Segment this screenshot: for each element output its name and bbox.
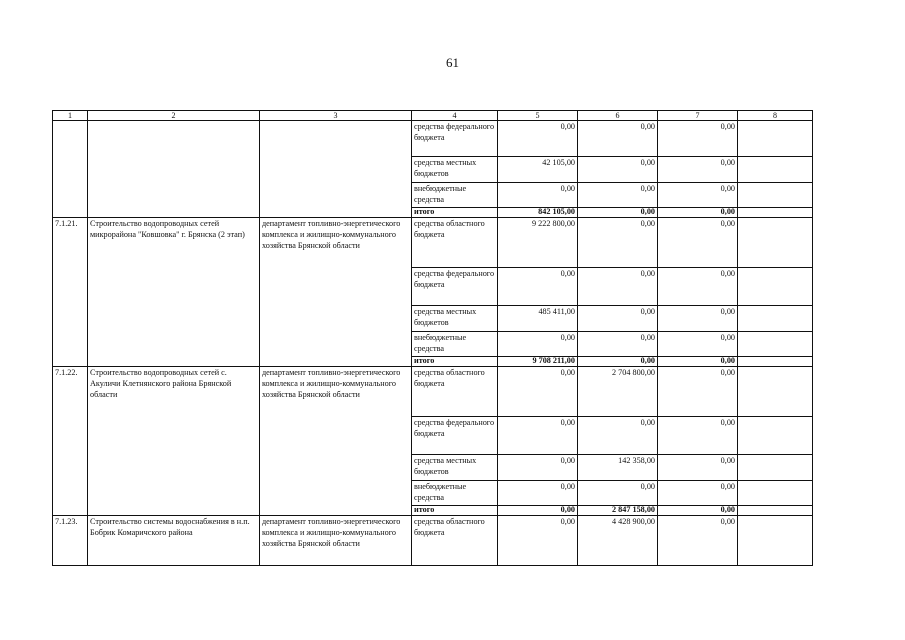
cell-col-5: 0,00 <box>498 455 578 481</box>
cell-col-8 <box>738 332 813 357</box>
cell-col-8 <box>738 417 813 455</box>
header-col-5: 5 <box>498 111 578 121</box>
cell-col-6: 0,00 <box>578 121 658 157</box>
cell-source: итого <box>412 208 498 218</box>
cell-source: средства областного бюджета <box>412 218 498 268</box>
cell-col-6: 142 358,00 <box>578 455 658 481</box>
cell-col-7: 0,00 <box>658 332 738 357</box>
cell-col-7: 0,00 <box>658 268 738 306</box>
cell-col-7: 0,00 <box>658 367 738 417</box>
cell-source: средства местных бюджетов <box>412 455 498 481</box>
cell-col-7: 0,00 <box>658 417 738 455</box>
cell-name: Строительство водопроводных сетей микрорайона "Ковшовка" г. Брянска (2 этап) <box>88 218 260 367</box>
cell-code: 7.1.21. <box>53 218 88 367</box>
cell-col-5: 0,00 <box>498 481 578 506</box>
cell-col-5: 0,00 <box>498 506 578 516</box>
cell-source: средства федерального бюджета <box>412 417 498 455</box>
cell-col-8 <box>738 306 813 332</box>
cell-col-8 <box>738 367 813 417</box>
cell-col-6: 0,00 <box>578 218 658 268</box>
cell-source: внебюджетные средства <box>412 481 498 506</box>
table-row <box>53 516 813 566</box>
cell-col-5: 9 708 211,00 <box>498 357 578 367</box>
cell-col-8 <box>738 506 813 516</box>
cell-col-6: 0,00 <box>578 481 658 506</box>
cell-col-8 <box>738 208 813 218</box>
cell-code: 7.1.23. <box>53 516 88 566</box>
table-body <box>53 121 813 566</box>
cell-col-7: 0,00 <box>658 516 738 566</box>
cell-col-8 <box>738 218 813 268</box>
cell-name <box>88 121 260 218</box>
header-col-2: 2 <box>88 111 260 121</box>
cell-col-8 <box>738 121 813 157</box>
header-col-7: 7 <box>658 111 738 121</box>
cell-col-8 <box>738 481 813 506</box>
cell-org: департамент топливно-энергетического комплекса и жилищно-коммунального хозяйства Брянской области <box>260 516 412 566</box>
cell-col-6: 0,00 <box>578 157 658 183</box>
cell-col-6: 0,00 <box>578 417 658 455</box>
cell-col-6: 4 428 900,00 <box>578 516 658 566</box>
cell-col-5: 9 222 800,00 <box>498 218 578 268</box>
cell-source: итого <box>412 506 498 516</box>
cell-col-5: 0,00 <box>498 183 578 208</box>
cell-col-6: 0,00 <box>578 332 658 357</box>
cell-org: департамент топливно-энергетического комплекса и жилищно-коммунального хозяйства Брянской области <box>260 367 412 516</box>
header-col-3: 3 <box>260 111 412 121</box>
cell-col-8 <box>738 183 813 208</box>
cell-col-6: 2 704 800,00 <box>578 367 658 417</box>
cell-name: Строительство системы водоснабжения в н.п. Бобрик Комаричского района <box>88 516 260 566</box>
cell-col-5: 485 411,00 <box>498 306 578 332</box>
cell-col-8 <box>738 455 813 481</box>
cell-col-5: 42 105,00 <box>498 157 578 183</box>
cell-col-7: 0,00 <box>658 183 738 208</box>
cell-col-7: 0,00 <box>658 208 738 218</box>
cell-org: департамент топливно-энергетического комплекса и жилищно-коммунального хозяйства Брянской области <box>260 218 412 367</box>
table-row <box>53 121 813 157</box>
cell-col-8 <box>738 357 813 367</box>
cell-col-6: 0,00 <box>578 268 658 306</box>
cell-col-7: 0,00 <box>658 306 738 332</box>
budget-table <box>52 110 813 566</box>
header-row <box>53 111 813 121</box>
cell-code: 7.1.22. <box>53 367 88 516</box>
cell-col-6: 2 847 158,00 <box>578 506 658 516</box>
cell-col-5: 0,00 <box>498 417 578 455</box>
cell-source: средства областного бюджета <box>412 516 498 566</box>
header-col-1: 1 <box>53 111 88 121</box>
cell-col-7: 0,00 <box>658 481 738 506</box>
cell-col-6: 0,00 <box>578 357 658 367</box>
cell-col-5: 0,00 <box>498 367 578 417</box>
cell-name: Строительство водопроводных сетей с. Акуличи Клетнянского района Брянской области <box>88 367 260 516</box>
cell-source: средства федерального бюджета <box>412 121 498 157</box>
cell-col-7: 0,00 <box>658 157 738 183</box>
cell-col-6: 0,00 <box>578 208 658 218</box>
cell-org <box>260 121 412 218</box>
cell-col-5: 0,00 <box>498 516 578 566</box>
cell-source: итого <box>412 357 498 367</box>
cell-col-7: 0,00 <box>658 218 738 268</box>
header-col-8: 8 <box>738 111 813 121</box>
cell-source: внебюджетные средства <box>412 332 498 357</box>
cell-col-7: 0,00 <box>658 455 738 481</box>
cell-source: средства местных бюджетов <box>412 157 498 183</box>
page-number: 61 <box>446 55 459 70</box>
cell-col-5: 0,00 <box>498 332 578 357</box>
cell-code <box>53 121 88 218</box>
cell-col-5: 842 105,00 <box>498 208 578 218</box>
cell-col-8 <box>738 268 813 306</box>
table-row <box>53 367 813 417</box>
cell-col-8 <box>738 157 813 183</box>
cell-source: внебюджетные средства <box>412 183 498 208</box>
cell-col-6: 0,00 <box>578 306 658 332</box>
cell-col-7: 0,00 <box>658 121 738 157</box>
header-col-4: 4 <box>412 111 498 121</box>
table-row <box>53 218 813 268</box>
cell-col-7: 0,00 <box>658 506 738 516</box>
cell-source: средства федерального бюджета <box>412 268 498 306</box>
cell-source: средства местных бюджетов <box>412 306 498 332</box>
cell-col-8 <box>738 516 813 566</box>
cell-source: средства областного бюджета <box>412 367 498 417</box>
cell-col-7: 0,00 <box>658 357 738 367</box>
cell-col-5: 0,00 <box>498 268 578 306</box>
header-col-6: 6 <box>578 111 658 121</box>
cell-col-5: 0,00 <box>498 121 578 157</box>
cell-col-6: 0,00 <box>578 183 658 208</box>
